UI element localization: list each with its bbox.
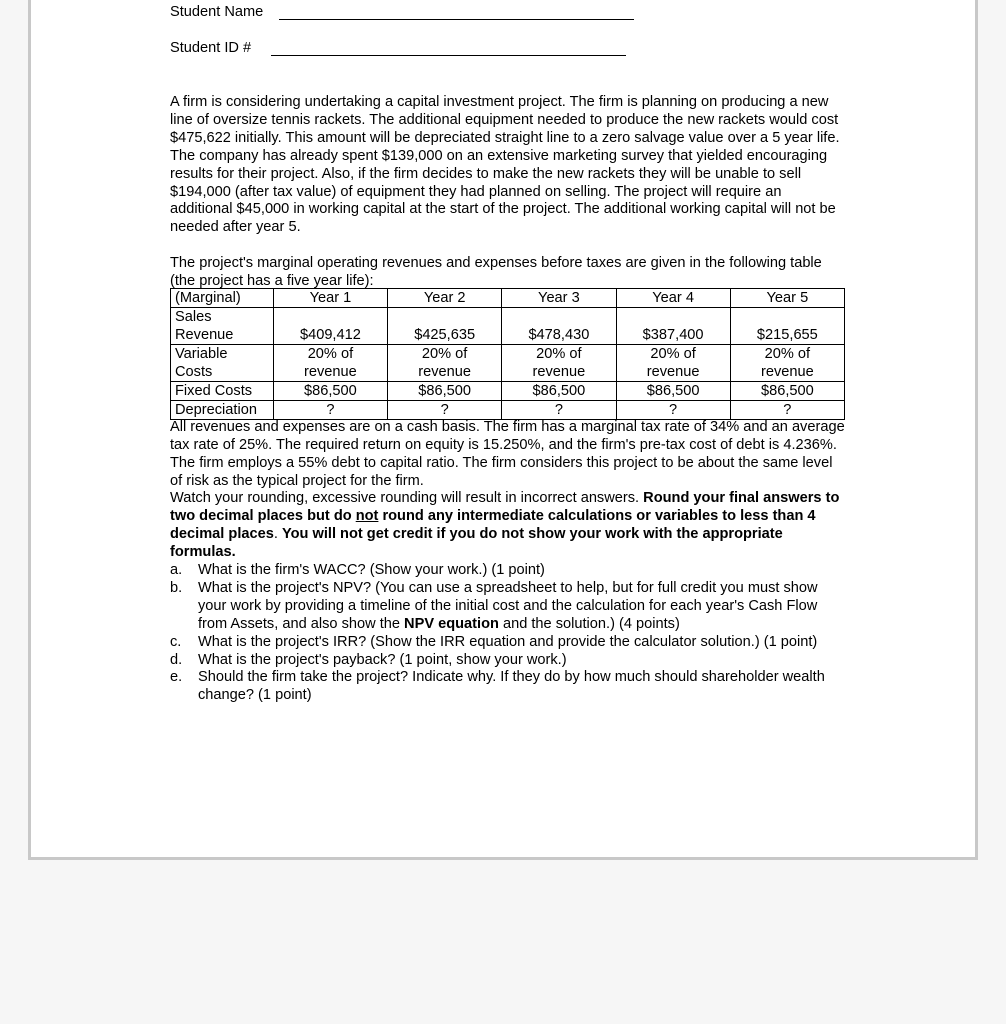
question-list [170, 562, 845, 705]
cell-fixed-year-5: $86,500 [730, 382, 844, 401]
table-row-variable-costs [171, 345, 845, 382]
question-letter: d. [170, 651, 183, 668]
cell-varcost-year-3: 20% of revenue [502, 345, 616, 382]
row-label-fixed-costs: Fixed Costs [171, 382, 274, 401]
cell-varcost-year-4: 20% of revenue [616, 345, 730, 382]
question-letter: e. [170, 669, 183, 686]
cell-depr-year-2: ? [388, 401, 502, 420]
intro-paragraph: A firm is considering undertaking a capital investment project. The firm is planning on producing a new line of oversize tennis rackets. The additional equipment needed to produce the new rackets would cost $475,622 initially. This amount will be depreciated straight line to a zero salvage value over a 5 year life. The company has already spent $139,000 on an extensive marketing survey that yielded encouraging results for their project. Also, if the firm decides to make the new rackets they will be unable to sell $194,000 (after tax value) of equipment they had planned on selling. The project will require an additional $45,000 in working capital at the start of the project. The additional working capital will not be needed after year 5. [170, 94, 840, 236]
table-header-year-4: Year 4 [616, 289, 730, 308]
cell-revenue-year-4: $387,400 [616, 308, 730, 345]
cell-fixed-year-4: $86,500 [616, 382, 730, 401]
question-b [170, 580, 845, 634]
cell-depr-year-3: ? [502, 401, 616, 420]
student-id-row [170, 40, 626, 58]
cell-revenue-year-2: $425,635 [388, 308, 502, 345]
question-letter: a. [170, 562, 183, 578]
cell-revenue-year-3: $478,430 [502, 308, 616, 345]
cell-depr-year-5: ? [730, 401, 844, 420]
table-header-marginal: (Marginal) [171, 289, 274, 308]
document-page [28, 0, 978, 860]
student-id-line[interactable] [271, 54, 626, 56]
row-label-variable-costs: Variable Costs [171, 345, 274, 382]
revenue-expense-table [170, 288, 845, 420]
cell-revenue-year-5: $215,655 [730, 308, 844, 345]
assumptions-paragraph: All revenues and expenses are on a cash basis. The firm has a marginal tax rate of 34% and an average tax rate of 25%. The required return on equity is 15.250%, and the firm's pre-tax cost of debt is 4.236%. The firm employs a 55% debt to capital ratio. The firm considers this project to be about the same level of risk as the typical project for the firm. [170, 419, 845, 489]
question-e [170, 669, 845, 705]
table-intro: The project's marginal operating revenues and expenses before taxes are given in the following table (the project has a five year life): [170, 255, 822, 289]
question-c [170, 634, 845, 652]
rounding-instructions: Watch your rounding, excessive rounding will result in incorrect answers. Round your final answers to two decimal places but do not round any intermediate calculations or variables to less than 4 decimal places. You will not get credit if you do not show your work with the appropriate formulas. [170, 490, 840, 560]
row-label-sales-revenue: Sales Revenue [171, 308, 274, 345]
question-letter: c. [170, 633, 182, 650]
table-header-year-5: Year 5 [730, 289, 844, 308]
table-row-depreciation [171, 401, 845, 420]
question-text: What is the firm's WACC? (Show your work.) (1 point) [198, 562, 545, 578]
cell-depr-year-1: ? [273, 401, 387, 420]
table-header-year-1: Year 1 [273, 289, 387, 308]
question-text: What is the project's IRR? (Show the IRR equation and provide the calculator solution.) (1 point) [198, 633, 818, 650]
cell-fixed-year-2: $86,500 [388, 382, 502, 401]
question-text: What is the project's NPV? (You can use a spreadsheet to help, but for full credit you must show your work by providing a timeline of the initial cost and the calculation for each year's Cash Flow from Assets, and also show the NPV equation and the solution.) (4 points) [198, 579, 818, 632]
cell-varcost-year-2: 20% of revenue [388, 345, 502, 382]
row-label-depreciation: Depreciation [171, 401, 274, 420]
cell-varcost-year-5: 20% of revenue [730, 345, 844, 382]
student-name-line[interactable] [279, 18, 634, 20]
cell-depr-year-4: ? [616, 401, 730, 420]
cell-fixed-year-1: $86,500 [273, 382, 387, 401]
cell-fixed-year-3: $86,500 [502, 382, 616, 401]
table-header-year-3: Year 3 [502, 289, 616, 308]
question-d [170, 652, 845, 670]
question-a [170, 562, 845, 580]
student-name-label: Student Name [170, 4, 264, 20]
cell-revenue-year-1: $409,412 [273, 308, 387, 345]
question-text: What is the project's payback? (1 point, show your work.) [198, 651, 567, 668]
table-row-fixed-costs [171, 382, 845, 401]
table-header-year-2: Year 2 [388, 289, 502, 308]
table-header-row [171, 289, 845, 308]
question-letter: b. [170, 579, 183, 596]
table-row-sales-revenue [171, 308, 845, 345]
student-id-label: Student ID # [170, 40, 252, 56]
student-name-row [170, 4, 634, 22]
cell-varcost-year-1: 20% of revenue [273, 345, 387, 382]
question-text: Should the firm take the project? Indicate why. If they do by how much should shareholder wealth change? (1 point) [198, 669, 825, 704]
